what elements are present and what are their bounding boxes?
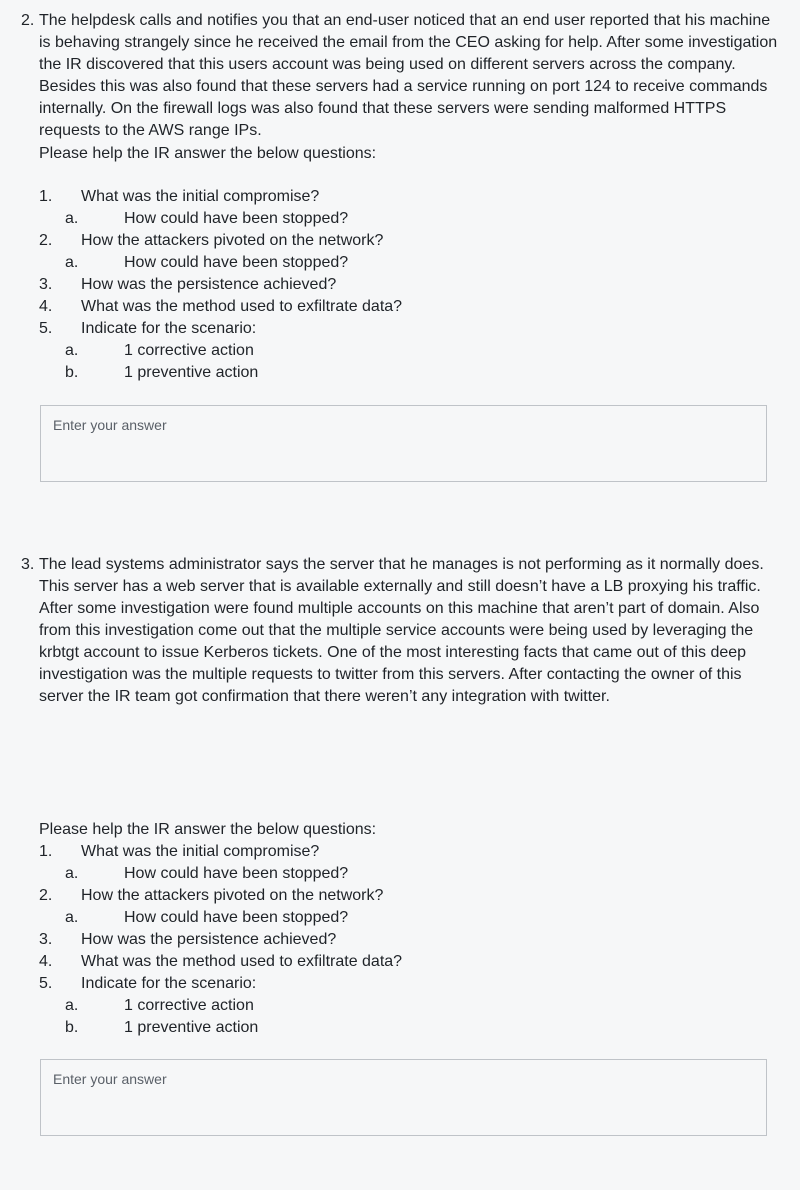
question-3-paragraph: The lead systems administrator says the server that he manages is not performing as it normally does. This server has a web server that is available externally and still doesn’t have a LB proxying his traffic. After some investigation were found multiple accounts on this machine that aren’t part of domain. Also from this investigation come out that the multiple service accounts were being used by leveraging the krbtgt account to issue Kerberos tickets. One of the most interesting facts that came out of this deep investigation was the multiple requests to twitter from this servers. After contacting the owner of this server the IR team got confirmation that there weren’t any integration with twitter. <box>39 556 764 705</box>
question-3-prompt: Please help the IR answer the below questions: <box>39 821 377 838</box>
question-3-answer-input[interactable] <box>40 1059 767 1136</box>
question-2-paragraph: The helpdesk calls and notifies you that an end-user noticed that an end user reported that his machine is behaving strangely since he received the email from the CEO asking for help. After some investigation the IR discovered that this users account was being used on different servers across the company. Besides this was also found that these servers had a service running on port 124 to receive commands internally. On the firewall logs was also found that these servers were sending malformed HTTPS requests to the AWS range IPs. <box>39 12 778 139</box>
question-3-text <box>21 554 779 708</box>
question-2-number: 2. <box>21 12 35 29</box>
question-3-number: 3. <box>21 556 35 573</box>
question-2-answer-input[interactable] <box>40 405 767 482</box>
question-2-prompt: Please help the IR answer the below questions: <box>39 145 377 162</box>
question-2-text <box>21 10 779 142</box>
